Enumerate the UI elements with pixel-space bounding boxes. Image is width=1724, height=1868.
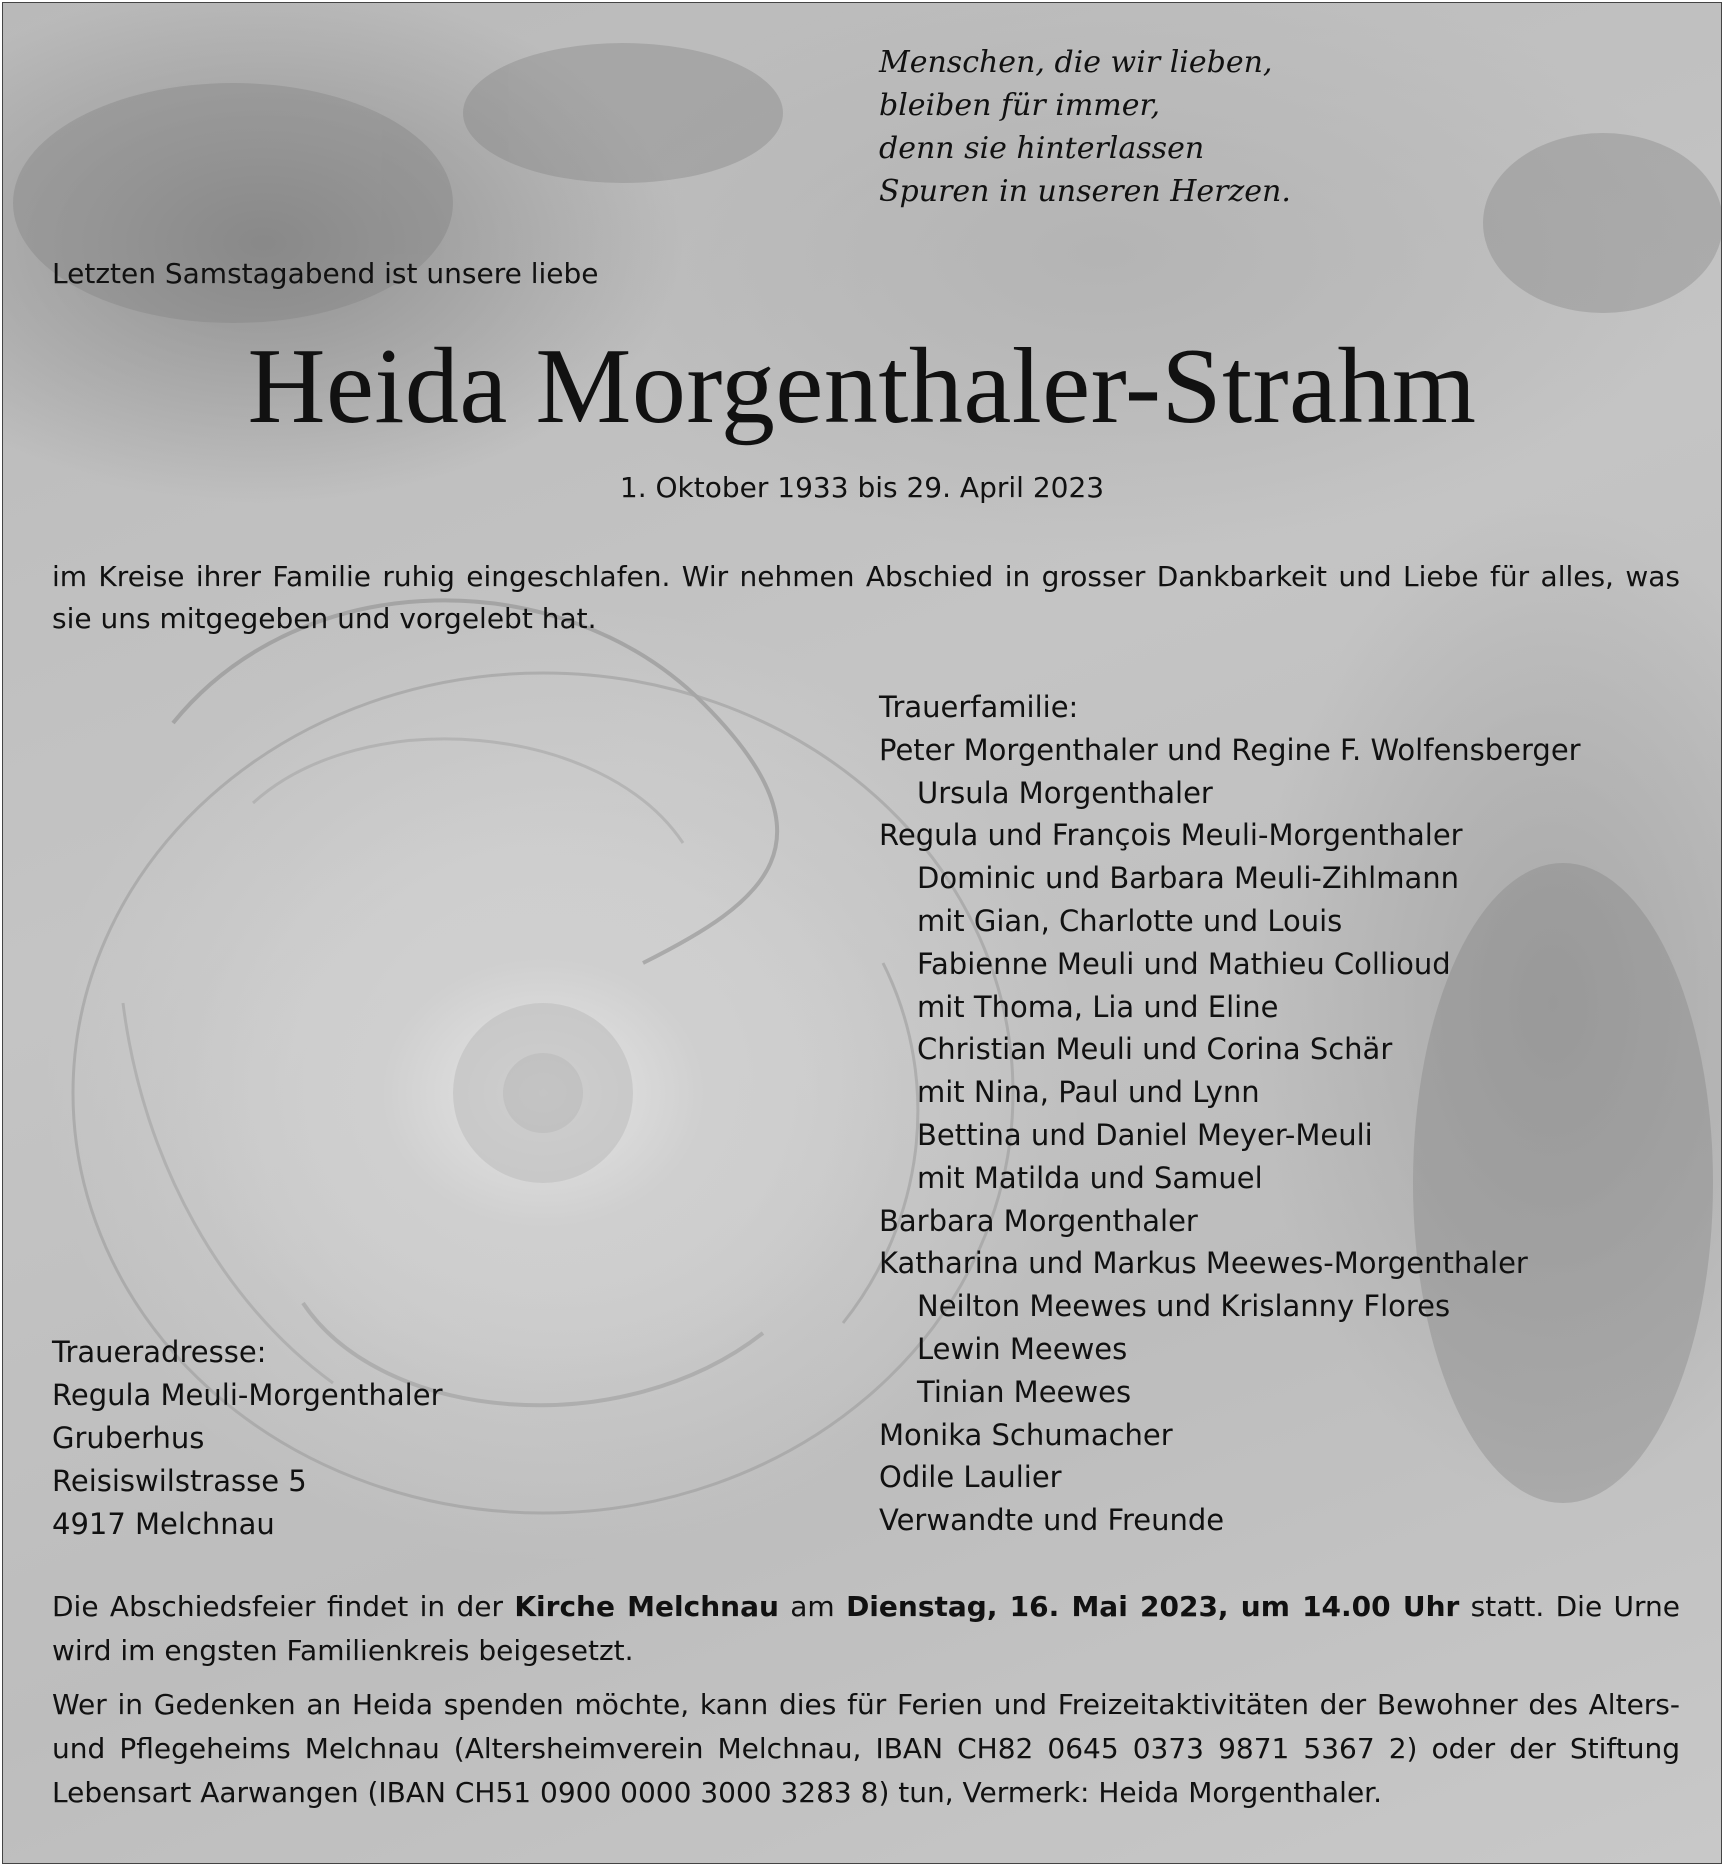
address-line: Gruberhus: [52, 1421, 205, 1455]
donation-info: Wer in Gedenken an Heida spenden möchte, kann dies für Ferien und Freizeitaktivitäten der Bewohner des Alters- und Pflegeheims Melchnau (Altersheimverein Melchnau, IBAN CH82 0645 0373 9871 5367 2) oder der Stiftung Lebensart Aarwangen (IBAN CH51 0900 0000 3000 3283 8) tun, Vermerk: Heida Morgenthaler.: [52, 1688, 1680, 1809]
family-member: Monika Schumacher: [879, 1417, 1173, 1452]
intro-text: Letzten Samstagabend ist unsere liebe: [52, 257, 599, 290]
family-member: Verwandte und Freunde: [879, 1503, 1225, 1538]
family-member: Ursula Morgenthaler: [917, 775, 1213, 810]
address-line: Regula Meuli-Morgenthaler: [52, 1378, 443, 1412]
service-datetime: Dienstag, 16. Mai 2023, um 14.00 Uhr: [846, 1590, 1460, 1623]
poem-line: bleiben für immer,: [879, 88, 1161, 123]
family-member: Christian Meuli und Corina Schär: [917, 1032, 1393, 1067]
address-heading: Traueradresse:: [52, 1335, 267, 1369]
service-text: am: [778, 1590, 847, 1623]
service-text: Die Abschiedsfeier findet in der: [52, 1590, 515, 1623]
service-location: Kirche Melchnau: [514, 1590, 779, 1623]
family-member: Lewin Meewes: [917, 1331, 1128, 1366]
poem-line: denn sie hinterlassen: [879, 131, 1205, 166]
poem: [879, 41, 1291, 213]
family-member: Katharina und Markus Meewes-Morgenthaler: [879, 1246, 1528, 1281]
family-heading: Trauerfamilie:: [879, 690, 1079, 724]
deceased-name: Heida Morgenthaler-Strahm: [247, 327, 1477, 446]
family-member: Neilton Meewes und Krislanny Flores: [917, 1289, 1451, 1324]
family-member: mit Thoma, Lia und Eline: [917, 989, 1279, 1024]
family-member: mit Matilda und Samuel: [917, 1160, 1263, 1195]
body-text: im Kreise ihrer Familie ruhig eingeschlafen. Wir nehmen Abschied in grosser Dankbarkeit und Liebe für alles, was sie uns mitgegeben und vorgelebt hat.: [52, 560, 1680, 635]
service-text: statt. Die Urne wird im engsten Familienkreis beigesetzt.: [52, 1590, 1681, 1667]
family-member: mit Nina, Paul und Lynn: [917, 1075, 1260, 1110]
family-member: Regula und François Meuli-Morgenthaler: [879, 818, 1463, 853]
mourning-address: [52, 1331, 443, 1546]
mourning-family: [879, 686, 1581, 1542]
poem-line: Menschen, die wir lieben,: [879, 45, 1273, 80]
address-line: Reisiswilstrasse 5: [52, 1464, 307, 1498]
family-member: Peter Morgenthaler und Regine F. Wolfensberger: [879, 732, 1581, 767]
family-member: Dominic und Barbara Meuli-Zihlmann: [917, 861, 1460, 896]
family-member: mit Gian, Charlotte und Louis: [917, 903, 1343, 938]
obituary-notice: [2, 2, 1722, 1864]
address-line: 4917 Melchnau: [52, 1507, 275, 1541]
family-member: Odile Laulier: [879, 1460, 1062, 1495]
family-member: Tinian Meewes: [917, 1374, 1132, 1409]
service-info: [52, 1585, 1680, 1673]
life-dates: 1. Oktober 1933 bis 29. April 2023: [619, 471, 1105, 504]
family-member: Bettina und Daniel Meyer-Meuli: [917, 1117, 1373, 1152]
family-member: Fabienne Meuli und Mathieu Collioud: [917, 946, 1451, 981]
poem-line: Spuren in unseren Herzen.: [879, 174, 1291, 209]
family-member: Barbara Morgenthaler: [879, 1203, 1198, 1238]
